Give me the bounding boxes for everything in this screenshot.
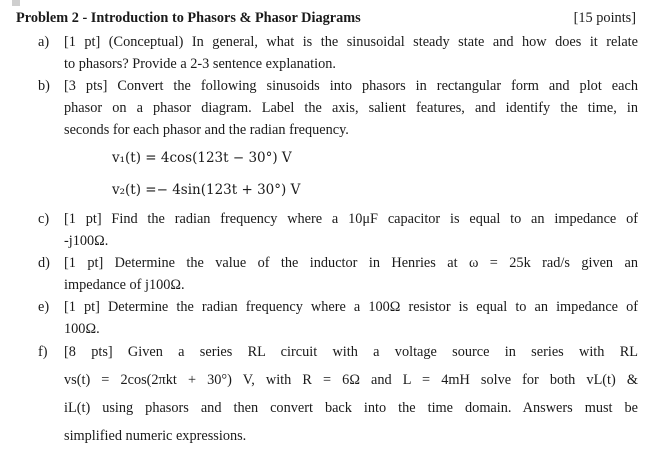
- item-e-line-2: 100Ω.: [64, 321, 100, 337]
- item-e: [38, 299, 640, 339]
- item-b: [38, 78, 640, 208]
- item-a-label: a): [38, 34, 50, 50]
- item-d: [38, 255, 640, 295]
- item-c-line-1: [1 pt] Find the radian frequency where a 10μF capacitor is equal to an impedance of: [64, 211, 638, 227]
- item-c-label: c): [38, 211, 50, 227]
- problem-header: [16, 10, 636, 30]
- item-d-line-1: [1 pt] Determine the value of the inductor in Henries at ω = 25k rad/s given an: [64, 255, 638, 271]
- item-b-line-1: [3 pts] Convert the following sinusoids into phasors in rectangular form and plot each: [64, 78, 638, 94]
- problem-title: Problem 2 - Introduction to Phasors & Phasor Diagrams: [16, 10, 361, 26]
- item-a-line-2: to phasors? Provide a 2-3 sentence explanation.: [64, 56, 336, 72]
- item-f-line-1: [8 pts] Given a series RL circuit with a voltage source in series with RL: [64, 344, 638, 360]
- item-d-label: d): [38, 255, 50, 271]
- item-b-equation-2: v₂(t) =− 4sin(123t + 30°) V: [112, 182, 301, 198]
- item-a-line-1: [1 pt] (Conceptual) In general, what is the sinusoidal steady state and how does it relate: [64, 34, 638, 50]
- item-f-line-2: vs(t) = 2cos(2πkt + 30°) V, with R = 6Ω and L = 4mH solve for both vL(t) &: [64, 372, 638, 388]
- item-b-line-2: phasor on a phasor diagram. Label the axis, salient features, and identify the time, in: [64, 100, 638, 116]
- item-f-line-3: iL(t) using phasors and then convert back into the time domain. Answers must be: [64, 400, 638, 416]
- item-e-label: e): [38, 299, 50, 315]
- item-f: [38, 344, 640, 456]
- item-c: [38, 211, 640, 251]
- item-b-label: b): [38, 78, 50, 94]
- item-c-line-2: -j100Ω.: [64, 233, 109, 249]
- problem-points: [15 points]: [573, 10, 636, 26]
- item-f-label: f): [38, 344, 48, 360]
- item-a: [38, 34, 640, 74]
- item-b-line-3: seconds for each phasor and the radian frequency.: [64, 122, 349, 138]
- item-b-equation-1: v₁(t) = 4cos(123t − 30°) V: [112, 150, 292, 166]
- item-d-line-2: impedance of j100Ω.: [64, 277, 185, 293]
- item-e-line-1: [1 pt] Determine the radian frequency where a 100Ω resistor is equal to an impedance of: [64, 299, 638, 315]
- item-f-line-4: simplified numeric expressions.: [64, 428, 247, 444]
- page-edge-mark: [12, 0, 20, 6]
